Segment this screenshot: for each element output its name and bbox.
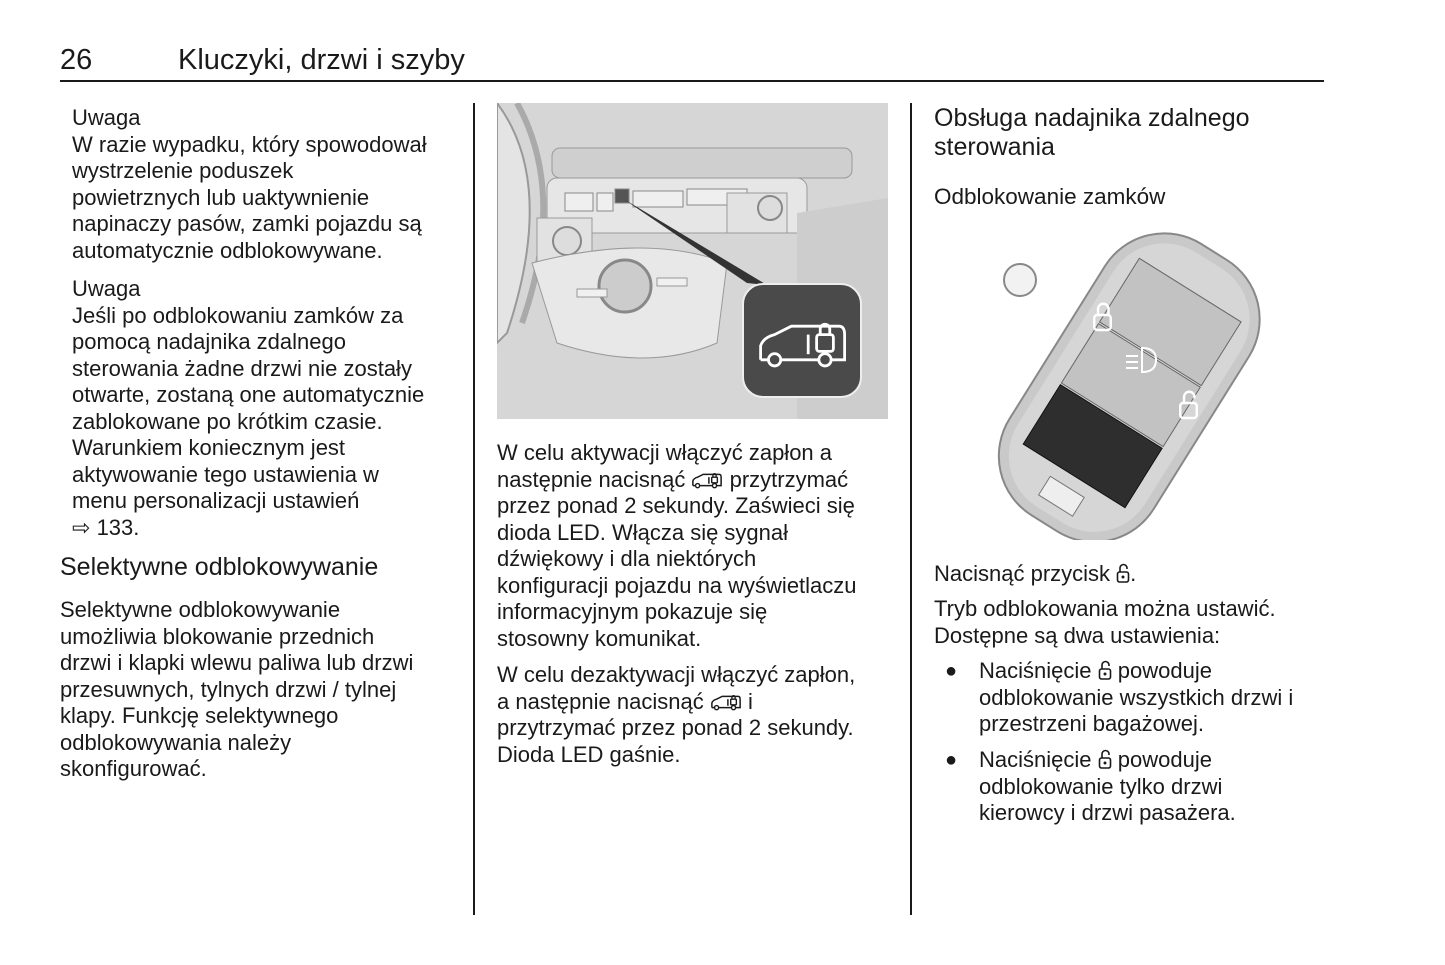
section-heading (934, 104, 1250, 162)
text-line: Tryb odblokowania można ustawić. (934, 596, 1276, 621)
text-line: odblokowanie wszystkich drzwi i (979, 684, 1294, 710)
heading-line: sterowania (934, 133, 1055, 161)
text-fragment: następnie nacisnąć (497, 466, 686, 492)
text-line: stosowny komunikat. (497, 625, 702, 651)
mode-paragraph (934, 596, 1276, 649)
reference-arrow-icon: ⇨ (72, 514, 91, 540)
text-fragment: Naciśnięcie (979, 747, 1092, 772)
key-fob-illustration (960, 230, 1290, 540)
section-paragraph (60, 597, 413, 783)
text-line: Jeśli po odblokowaniu zamków za (72, 302, 404, 328)
bullet-item (945, 658, 1294, 738)
text-line: dioda LED. Włącza się sygnał (497, 519, 789, 545)
text-line (979, 747, 1236, 774)
activation-paragraph (497, 440, 857, 652)
text-line: klapy. Funkcję selektywnego (60, 703, 339, 728)
text-line: wystrzelenie poduszek (72, 158, 294, 183)
dashboard-illustration (497, 103, 888, 419)
note-label: Uwaga (72, 276, 141, 301)
text-line: drzwi i klapki wlewu paliwa lub drzwi (60, 650, 414, 675)
text-fragment: . (1130, 561, 1137, 586)
text-fragment: przytrzymać (729, 466, 849, 492)
text-line: Warunkiem koniecznym jest (72, 435, 346, 460)
text-line: zablokowane po krótkim czasie. (72, 408, 383, 434)
page-title: Kluczyki, drzwi i szyby (178, 44, 465, 76)
text-fragment: powoduje (1117, 747, 1212, 772)
text-line: przez ponad 2 sekundy. Zaświeci się (497, 493, 855, 518)
text-line: dźwiękowy i dla niektórych (497, 546, 757, 571)
header-rule (60, 80, 1324, 82)
bullet-item (945, 747, 1236, 827)
text-line: przesuwnych, tylnych drzwi / tylnej (60, 676, 397, 702)
text-line: Dostępne są dwa ustawienia: (934, 622, 1221, 648)
text-fragment: powoduje (1117, 658, 1212, 683)
note-label: Uwaga (72, 105, 141, 130)
text-line: odblokowywania należy (60, 729, 292, 755)
note-2 (72, 276, 424, 541)
text-line: skonfigurować. (60, 756, 207, 781)
bullet-icon: ● (945, 660, 958, 682)
note-1 (72, 105, 427, 264)
text-line: napinaczy pasów, zamki pojazdu są (72, 211, 422, 236)
text-line: W celu aktywacji włączyć zapłon a (497, 440, 833, 465)
text-line: otwarte, zostaną one automatycznie (72, 382, 425, 407)
bullet-icon: ● (945, 749, 958, 771)
text-line: W celu dezaktywacji włączyć zapłon, (497, 662, 856, 687)
unlock-icon (1098, 748, 1112, 770)
car-lock-button-icon (691, 470, 723, 490)
deactivation-paragraph (497, 662, 855, 768)
text-line: powietrznych lub uaktywnienie (72, 184, 370, 210)
column-divider (473, 103, 475, 915)
text-line: przytrzymać przez ponad 2 sekundy. (497, 715, 854, 740)
page-reference[interactable] (72, 515, 424, 542)
text-line: umożliwia blokowanie przednich (60, 623, 375, 649)
text-line: sterowania żadne drzwi nie zostały (72, 355, 412, 381)
press-instruction (934, 561, 1136, 588)
text-fragment: i (747, 688, 753, 714)
text-fragment: Nacisnąć przycisk (934, 561, 1111, 586)
unlock-icon (1098, 659, 1112, 681)
column-divider (910, 103, 912, 915)
text-line: przestrzeni bagażowej. (979, 711, 1205, 736)
text-line: menu personalizacji ustawień (72, 488, 360, 513)
reference-page: 133. (96, 514, 140, 540)
text-line: odblokowanie tylko drzwi (979, 773, 1223, 799)
text-line: W razie wypadku, który spowodował (72, 131, 427, 157)
subheading: Odblokowanie zamków (934, 184, 1166, 209)
page-number: 26 (60, 44, 93, 76)
text-line (934, 561, 1136, 588)
text-line: Selektywne odblokowywanie (60, 597, 341, 622)
text-line: Dioda LED gaśnie. (497, 741, 681, 767)
text-line: informacyjnym pokazuje się (497, 599, 768, 624)
text-line: pomocą nadajnika zdalnego (72, 329, 346, 354)
text-line (497, 689, 855, 716)
text-line: aktywowanie tego ustawienia w (72, 461, 379, 487)
text-line (497, 467, 857, 494)
text-fragment: a następnie nacisnąć (497, 688, 704, 714)
text-fragment: Naciśnięcie (979, 658, 1092, 683)
unlock-icon (1116, 562, 1130, 584)
car-lock-button-icon (710, 692, 742, 712)
section-heading: Selektywne odblokowywanie (60, 553, 379, 581)
text-line (979, 658, 1293, 685)
text-line: automatycznie odblokowywane. (72, 237, 383, 263)
text-line: kierowcy i drzwi pasażera. (979, 800, 1236, 825)
heading-line: Obsługa nadajnika zdalnego (934, 104, 1250, 132)
text-line: konfiguracji pojazdu na wyświetlaczu (497, 572, 857, 598)
